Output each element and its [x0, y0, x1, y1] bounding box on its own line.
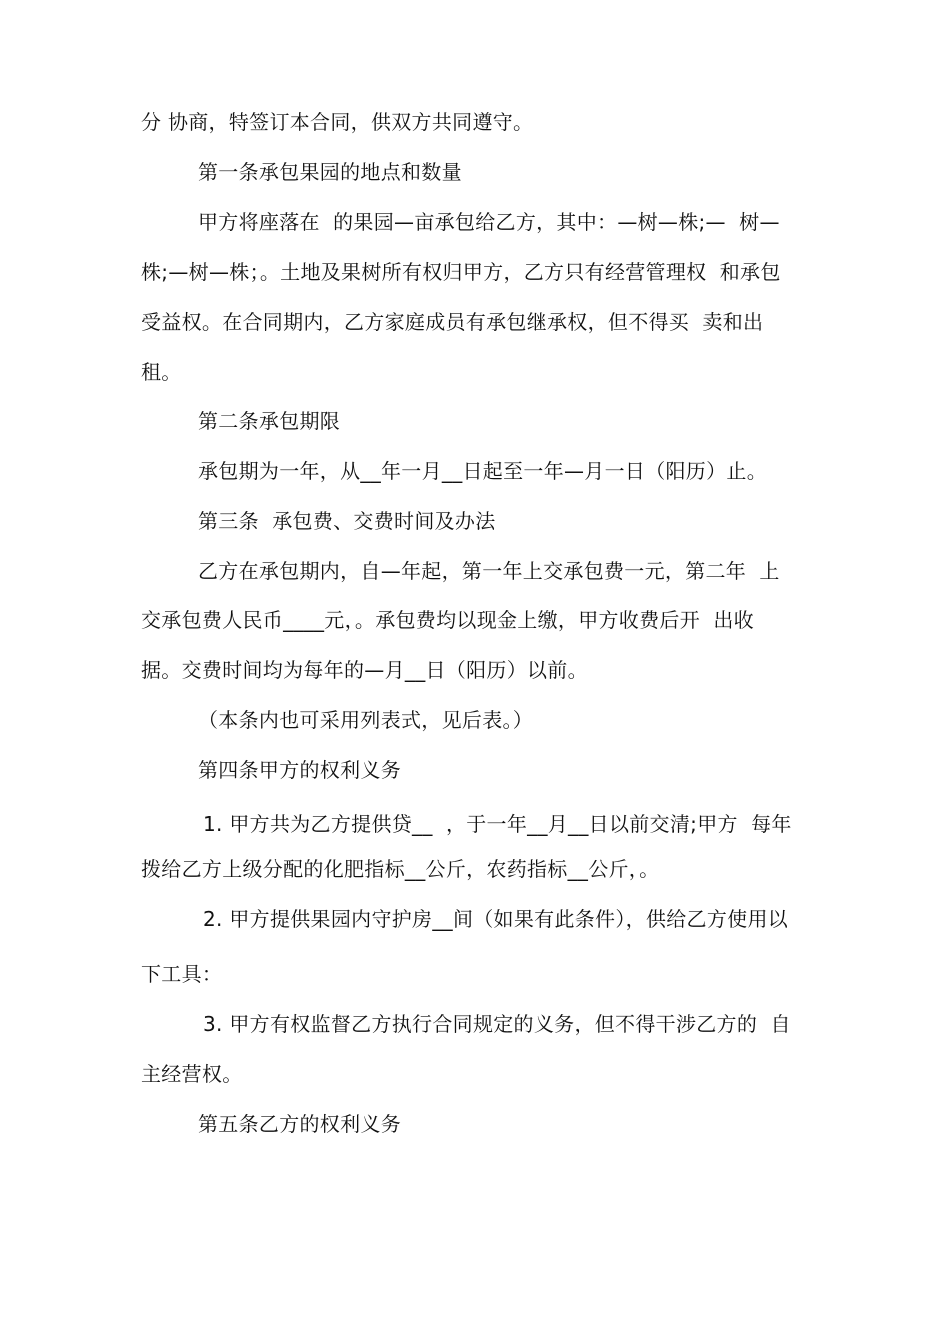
text-line: 拨给乙方上级分配的化肥指标__公斤，农药指标__公斤，。 [141, 857, 660, 881]
article-heading: 第四条甲方的权利义务 [198, 758, 401, 782]
text-line: 交承包费人民币____元，。承包费均以现金上缴，甲方收费后开 出收 [141, 608, 754, 632]
text-line: 主经营权。 [141, 1062, 243, 1086]
article-heading: 第一条承包果园的地点和数量 [198, 160, 462, 184]
text-line: 分 协商，特签订本合同，供双方共同遵守。 [141, 110, 534, 134]
text-line: （本条内也可采用列表式，见后表。） [198, 708, 534, 732]
text-line: 甲方将座落在 的果园—亩承包给乙方，其中：—树—株;— 树— [198, 210, 780, 234]
text-line: 1. 甲方共为乙方提供贷__ ，于一年__月__日以前交清;甲方 每年 [203, 812, 792, 836]
text-line: 下工具： [141, 962, 223, 986]
text-line: 株;—树—株；。土地及果树所有权归甲方，乙方只有经营管理权 和承包 [141, 260, 781, 284]
text-line: 3. 甲方有权监督乙方执行合同规定的义务，但不得干涉乙方的 自 [203, 1012, 791, 1036]
article-heading: 第三条 承包费、交费时间及办法 [198, 509, 496, 533]
text-line: 租。 [141, 360, 182, 384]
text-line: 2. 甲方提供果园内守护房__间（如果有此条件），供给乙方使用以 [203, 907, 789, 931]
text-line: 受益权。在合同期内，乙方家庭成员有承包继承权，但不得买 卖和出 [141, 310, 764, 334]
article-heading: 第二条承包期限 [198, 409, 341, 433]
text-line: 乙方在承包期内，自—年起，第一年上交承包费一元，第二年 上 [198, 559, 780, 583]
text-line: 据。交费时间均为每年的—月__日（阳历）以前。 [141, 658, 588, 682]
text-line: 承包期为一年，从__年一月__日起至一年—月一日（阳历）止。 [198, 459, 767, 483]
article-heading: 第五条乙方的权利义务 [198, 1112, 401, 1136]
